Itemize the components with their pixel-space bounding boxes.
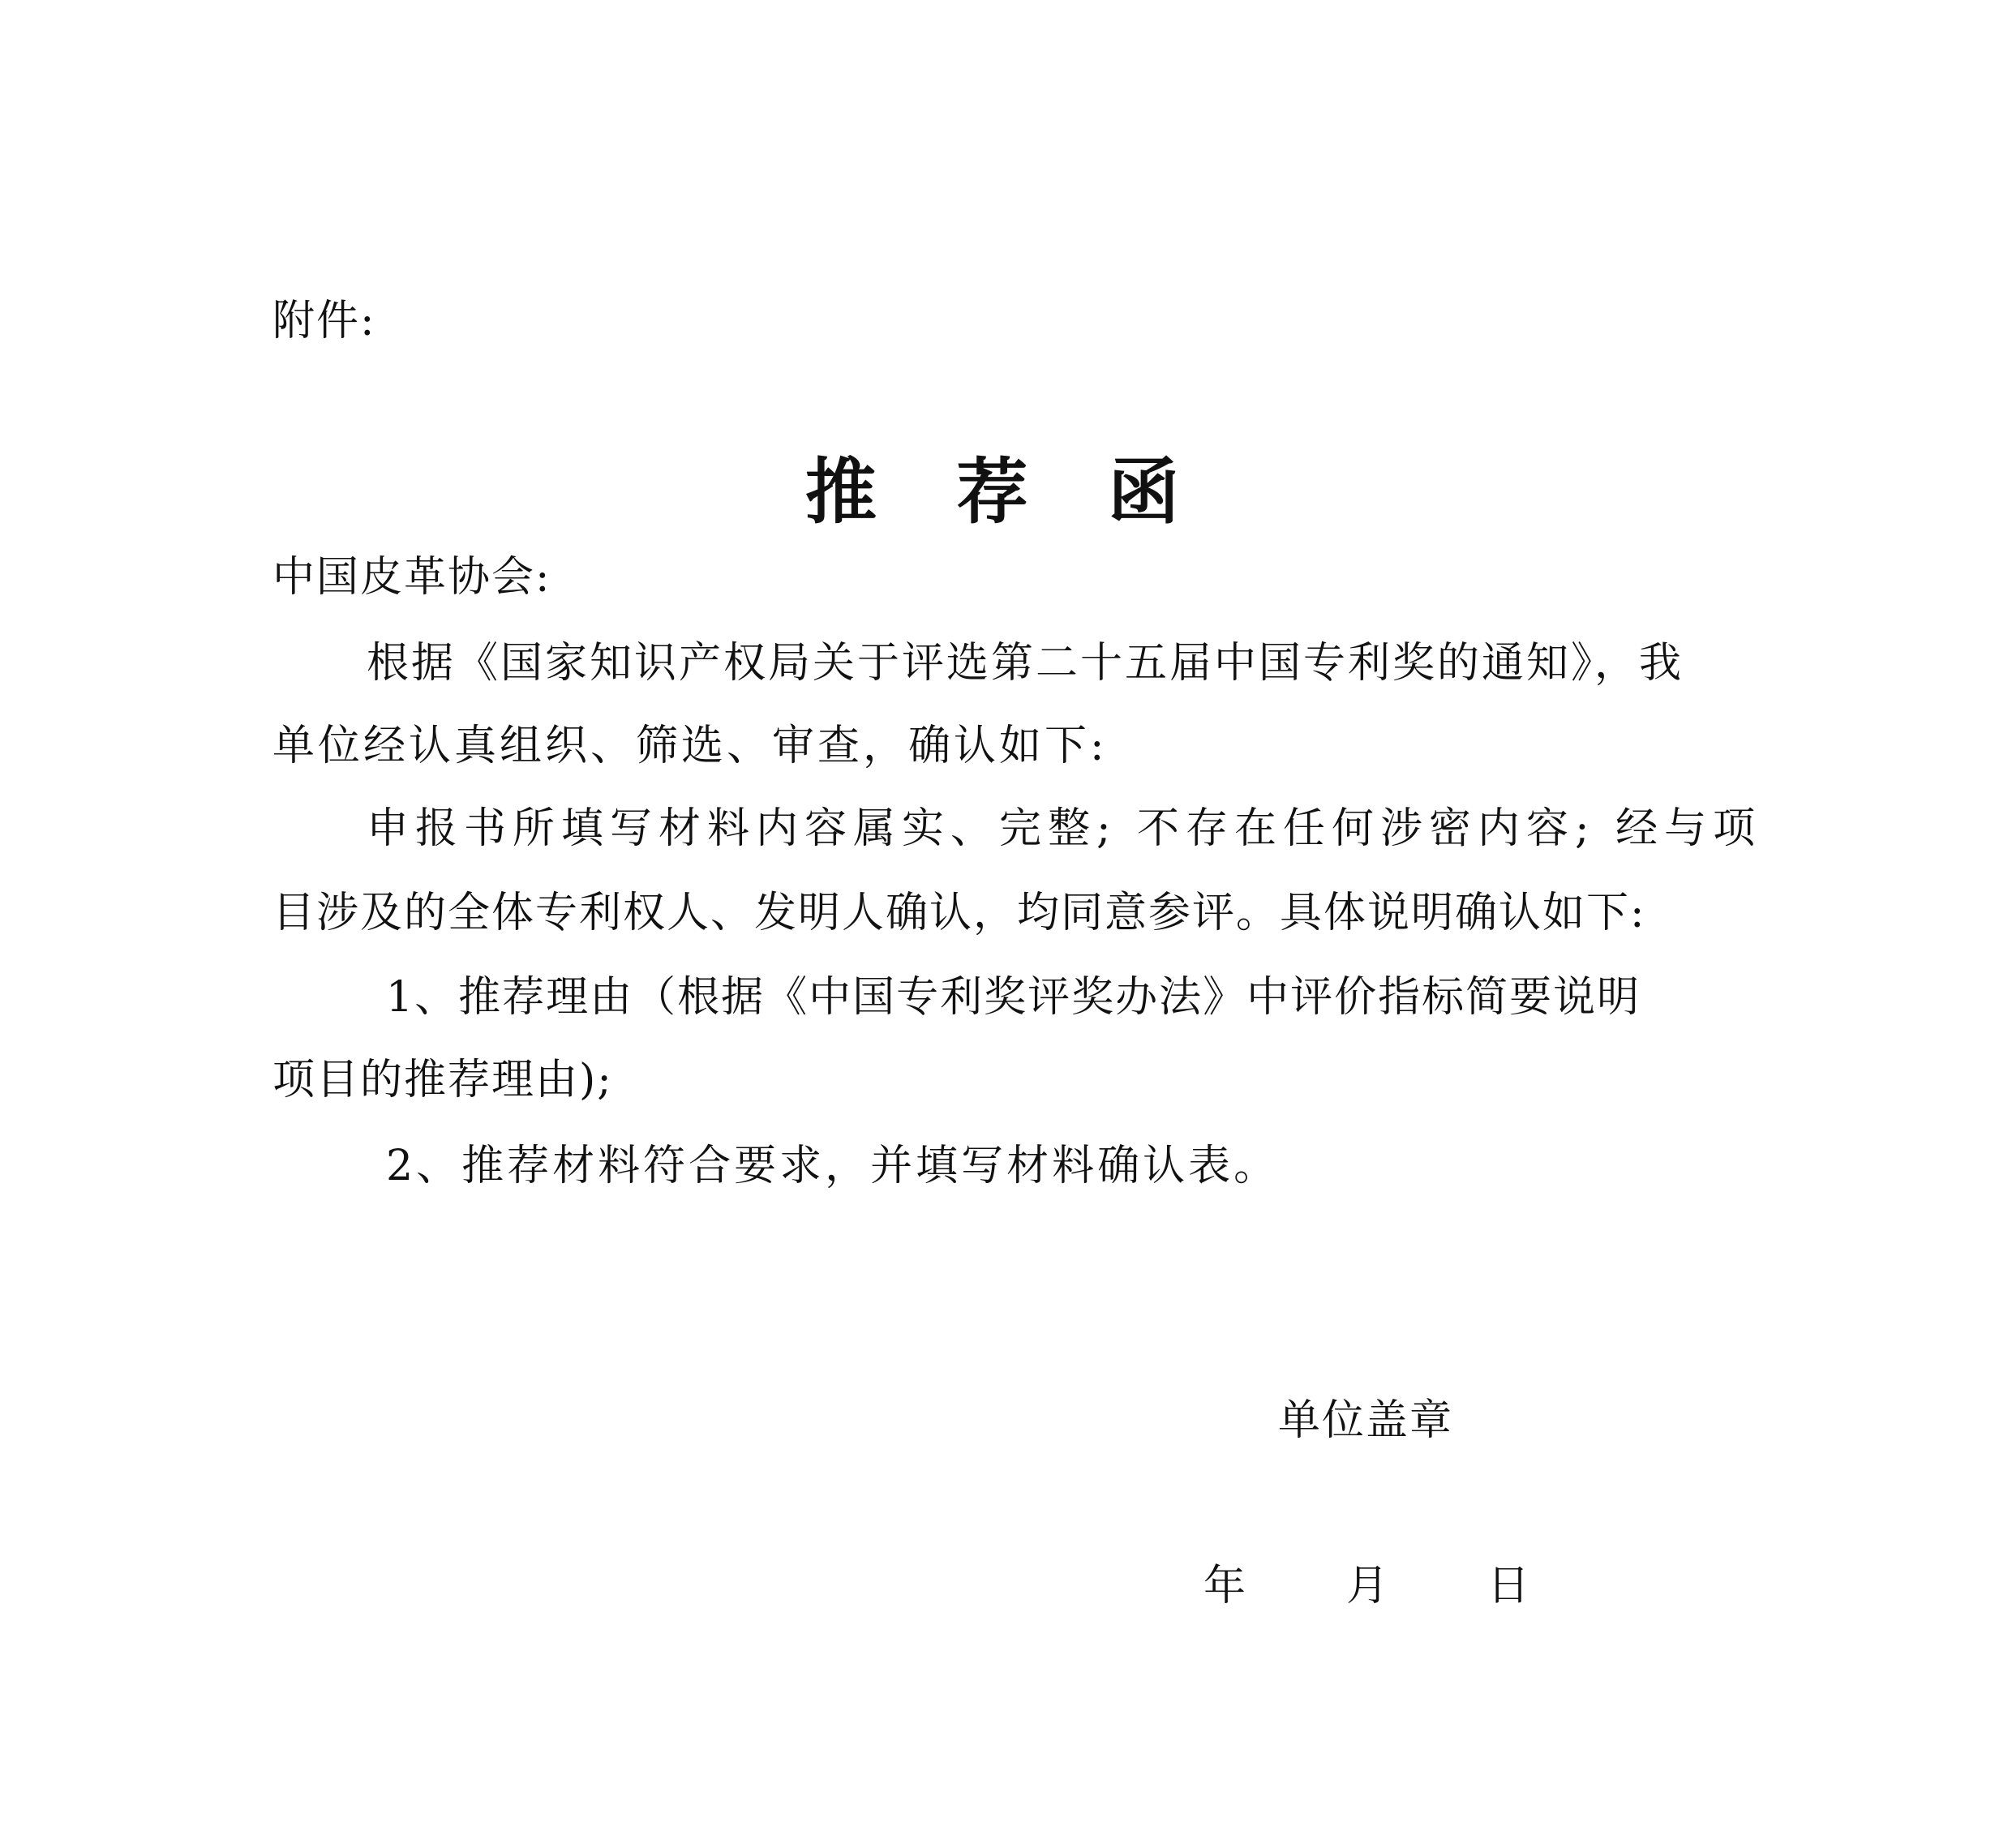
date-month-label: 月 bbox=[1346, 1562, 1389, 1610]
item-2-line-1: 2、推荐材料符合要求，并填写材料确认表。 bbox=[386, 1142, 1280, 1190]
paragraph-2-line-1: 申报书所填写材料内容属实、完整; 不存在任何涉密内容; 经与项 bbox=[367, 804, 1762, 853]
attachment-label: 附件: bbox=[272, 297, 376, 345]
item-1-line-2: 项目的推荐理由); bbox=[272, 1056, 613, 1104]
date-year-label: 年 bbox=[1203, 1562, 1246, 1610]
paragraph-1-line-2: 单位经认真组织、筛选、审查，确认如下: bbox=[272, 722, 1108, 770]
letter-title: 推 荐 函 bbox=[804, 450, 1208, 534]
salutation: 中国皮革协会: bbox=[272, 553, 551, 602]
item-1-line-1: 1、推荐理由（根据《中国专利奖评奖办法》中评价指标简要说明 bbox=[386, 973, 1641, 1022]
seal-label: 单位盖章 bbox=[1278, 1396, 1454, 1445]
paragraph-2-line-2: 目涉及的全体专利权人、发明人确认，均同意参评。具体说明确认如下: bbox=[272, 889, 1646, 937]
date-day-label: 日 bbox=[1487, 1562, 1530, 1610]
paragraph-1-line-1: 根据《国家知识产权局关于评选第二十五届中国专利奖的通知》，我 bbox=[367, 639, 1684, 688]
